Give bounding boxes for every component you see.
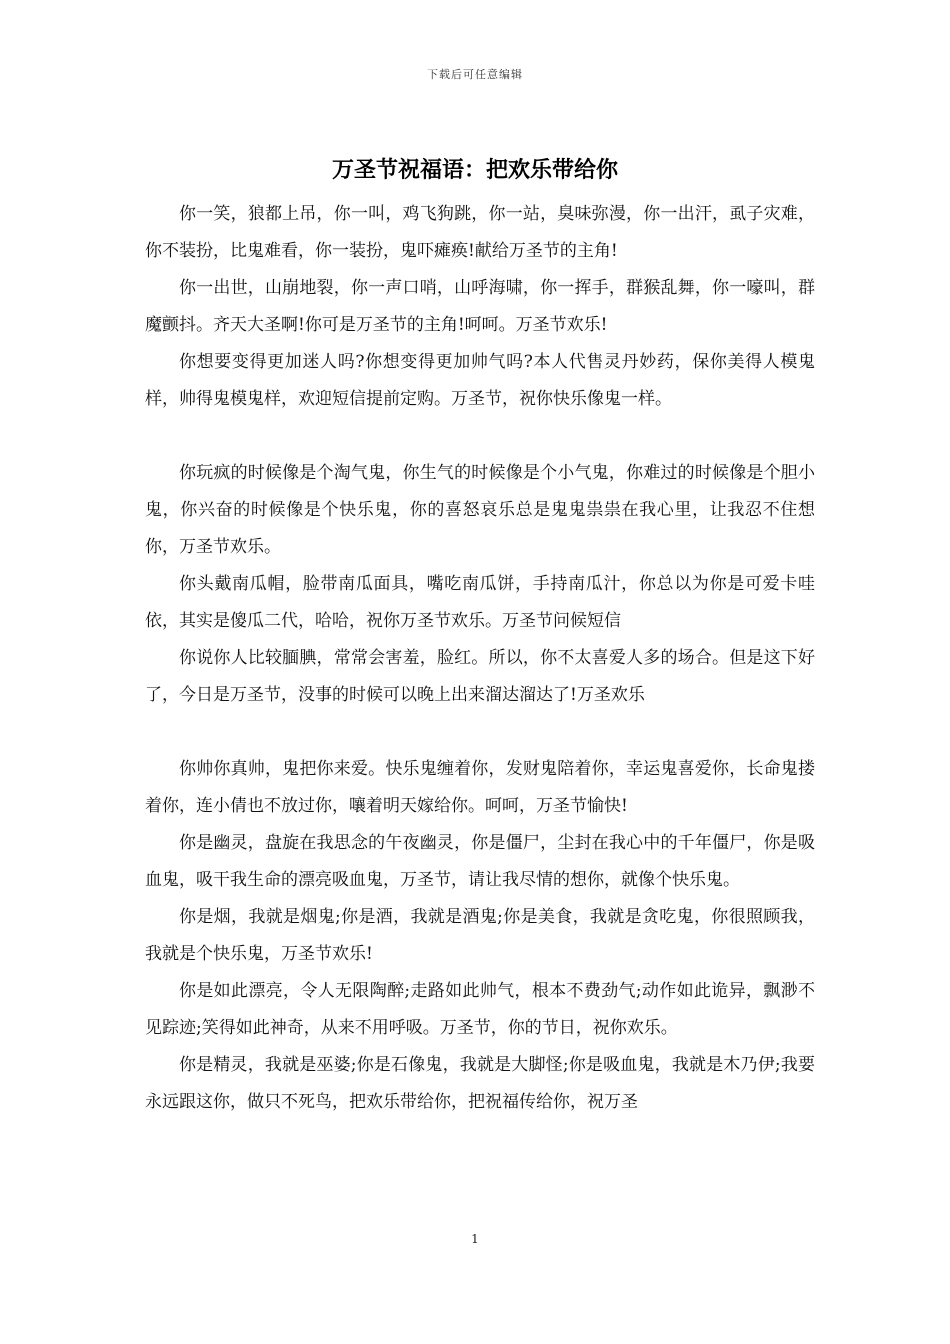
paragraph-6: 你说你人比较腼腆，常常会害羞，脸红。所以，你不太喜爱人多的场合。但是这下好了，今日是万圣节，没事的时候可以晚上出来溜达溜达了!万圣欢乐	[145, 648, 815, 705]
paragraph-5: 你头戴南瓜帽，脸带南瓜面具，嘴吃南瓜饼，手持南瓜汁，你总以为你是可爱卡哇依，其实是傻瓜二代，哈哈，祝你万圣节欢乐。万圣节问候短信	[145, 574, 815, 631]
document-body	[145, 196, 815, 1121]
paragraph-9: 你是烟，我就是烟鬼;你是酒，我就是酒鬼;你是美食，我就是贪吃鬼，你很照顾我，我就是个快乐鬼，万圣节欢乐!	[145, 907, 815, 964]
paragraph-7: 你帅你真帅，鬼把你来爱。快乐鬼缠着你，发财鬼陪着你，幸运鬼喜爱你，长命鬼搂着你，连小倩也不放过你，嚷着明天嫁给你。呵呵，万圣节愉快!	[145, 759, 815, 816]
document-title: 万圣节祝福语：把欢乐带给你	[331, 157, 618, 183]
paragraph-2: 你一出世，山崩地裂，你一声口哨，山呼海啸，你一挥手，群猴乱舞，你一嚎叫，群魔颤抖。齐天大圣啊!你可是万圣节的主角!呵呵。万圣节欢乐!	[145, 278, 815, 335]
paragraph-11: 你是精灵，我就是巫婆;你是石像鬼，我就是大脚怪;你是吸血鬼，我就是木乃伊;我要永远跟这你，做只不死鸟，把欢乐带给你，把祝福传给你，祝万圣	[145, 1055, 815, 1112]
page-number: 1	[471, 1232, 479, 1246]
page-header-note: 下载后可任意编辑	[427, 68, 523, 81]
paragraph-4: 你玩疯的时候像是个淘气鬼，你生气的时候像是个小气鬼，你难过的时候像是个胆小鬼，你兴奋的时候像是个快乐鬼，你的喜怒哀乐总是鬼鬼祟祟在我心里，让我忍不住想你，万圣节欢乐。	[145, 463, 815, 557]
paragraph-3: 你想要变得更加迷人吗?你想变得更加帅气吗?本人代售灵丹妙药，保你美得人模鬼样，帅得鬼模鬼样，欢迎短信提前定购。万圣节，祝你快乐像鬼一样。	[145, 352, 815, 409]
paragraph-8: 你是幽灵，盘旋在我思念的午夜幽灵，你是僵尸，尘封在我心中的千年僵尸，你是吸血鬼，吸干我生命的漂亮吸血鬼，万圣节，请让我尽情的想你，就像个快乐鬼。	[145, 833, 815, 890]
paragraph-10: 你是如此漂亮，令人无限陶醉;走路如此帅气，根本不费劲气;动作如此诡异，飘渺不见踪迹;笑得如此神奇，从来不用呼吸。万圣节，你的节日，祝你欢乐。	[145, 981, 815, 1038]
paragraph-1: 你一笑，狼都上吊，你一叫，鸡飞狗跳，你一站，臭味弥漫，你一出汗，虱子灾难，你不装扮，比鬼难看，你一装扮，鬼吓瘫痪!献给万圣节的主角!	[145, 204, 815, 261]
